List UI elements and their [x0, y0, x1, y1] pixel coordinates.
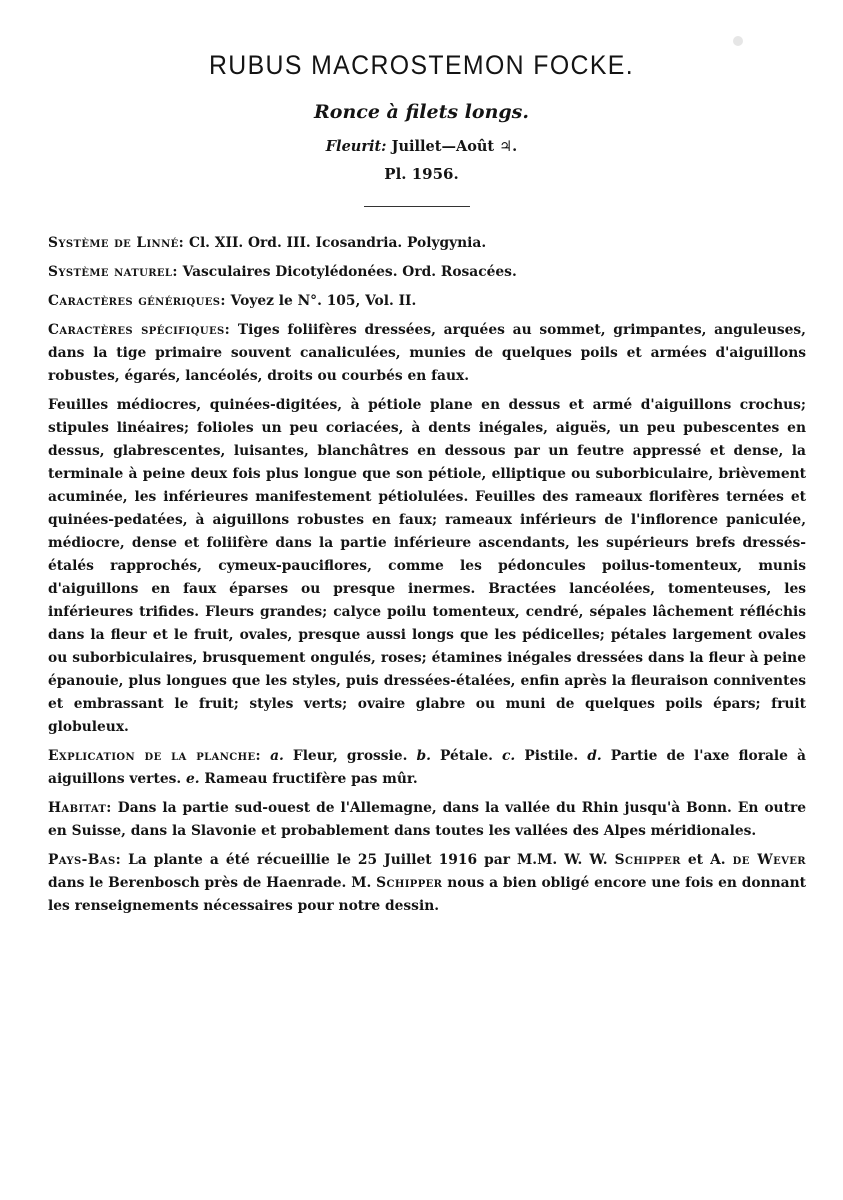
page-subtitle: Ronce à filets longs.	[314, 101, 529, 123]
section-text: Tiges foliifères dressées, arquées au sommet, grimpantes, anguleuses, dans la tige primaire souvent canaliculées, munies de quelques poils et armées d'aiguillons robustes, égarés, lancéolés, droits ou courbés en faux.	[48, 322, 806, 384]
fig-e: e.	[185, 771, 200, 787]
fig-a: a.	[270, 748, 284, 764]
section-naturel	[48, 261, 806, 284]
section-label: Système de Linné:	[48, 235, 185, 251]
fig-a-text: Fleur, grossie.	[283, 748, 417, 764]
fig-e-text: Rameau fructifère pas mûr.	[199, 771, 418, 787]
explication-paragraph	[48, 745, 806, 791]
section-text: Vasculaires Dicotylédonées. Ord. Rosacées.	[177, 264, 517, 280]
page-title: RUBUS MACROSTEMON FOCKE.	[208, 50, 635, 80]
fig-d: d.	[587, 748, 602, 764]
plate-number: Pl. 1956.	[384, 165, 459, 183]
document-body	[48, 232, 806, 924]
habitat-text: Dans la partie sud-ouest de l'Allemagne, dans la vallée du Rhin jusqu'à Bonn. En outre en Suisse, dans la Slavonie et probablement dans toutes les vallées des Alpes méridionales.	[48, 800, 806, 839]
header-divider	[364, 206, 470, 207]
flowering-label: Fleurit:	[325, 138, 387, 155]
paper-speck	[733, 36, 743, 46]
section-label: Caractères génériques:	[48, 293, 226, 309]
fig-d-text: Partie de l'axe florale à aiguillons vertes.	[48, 748, 806, 787]
fig-b: b.	[416, 748, 431, 764]
explication-label: Explication de la planche:	[48, 748, 261, 764]
section-label: Système naturel:	[48, 264, 178, 280]
section-specifiques	[48, 319, 806, 388]
flowering-line	[0, 138, 843, 155]
fig-b-text: Pétale.	[430, 748, 503, 764]
fig-c-text: Pistile.	[515, 748, 588, 764]
section-linne	[48, 232, 806, 255]
person-name: Schipper	[376, 875, 443, 891]
person-name: de Wever	[732, 852, 807, 868]
pays-bas-text: et A.	[680, 852, 733, 868]
pays-bas-text: La plante a été récueillie le 25 Juillet 1916 par M.M. W. W.	[121, 852, 615, 868]
person-name: Schipper	[614, 852, 681, 868]
description-paragraph: Feuilles médiocres, quinées-digitées, à pétiole plane en dessus et armé d'aiguillons crochus; stipules linéaires; folioles un peu coriacées, à dents inégales, aiguës, un peu pubescentes en dessus, glabrescentes, luisantes, blanchâtres en dessous par un feutre appressé et dense, la terminale à peine deux fois plus longue que son pétiole, elliptique ou suborbiculaire, brièvement acuminée, les inférieures manifestement pétiolulées. Feuilles des rameaux florifères ternées et quinées-pedatées, à aiguillons robustes en faux; rameaux inférieurs de l'inflorence paniculée, médiocre, dense et foliifère dans la partie inférieure ascendants, les supérieurs brefs dressés-étalés rapprochés, cymeux-pauciflores, comme les pédoncules poilus-tomenteux, munis d'aiguillons en faux éparses ou presque inermes. Bractées lancéolées, tomenteuses, les inférieures trifides. Fleurs grandes; calyce poilu tomenteux, cendré, sépales lâchement réfléchis dans la fleur et le fruit, ovales, presque aussi longs que les pédicelles; pétales largement ovales ou suborbiculaires, brusquement ongulés, roses; étamines inégales dressées dans la fleur à peine épanouie, plus longues que les styles, puis dressées-étalées, enfin après la fleuraison conniventes et embrassant le fruit; styles verts; ovaire glabre ou muni de quelques poils épars; fruit globuleux.	[48, 397, 806, 735]
section-text: Voyez le N°. 105, Vol. II.	[225, 293, 417, 309]
pays-bas-paragraph	[48, 849, 806, 918]
fig-c: c.	[502, 748, 516, 764]
section-text: Cl. XII. Ord. III. Icosandria. Polygynia.	[184, 235, 487, 251]
habitat-paragraph	[48, 797, 806, 843]
pays-bas-text: dans le Berenbosch près de Haenrade. M.	[48, 875, 377, 891]
habitat-label: Habitat:	[48, 800, 112, 816]
pays-bas-text: nous a bien obligé encore une fois en donnant les renseignements nécessaires pour notre dessin.	[48, 875, 806, 914]
pays-bas-label: Pays-Bas:	[48, 852, 122, 868]
flowering-value: Juillet—Août ♃.	[391, 138, 518, 155]
section-generiques	[48, 290, 806, 313]
section-label: Caractères spécifiques:	[48, 322, 231, 338]
